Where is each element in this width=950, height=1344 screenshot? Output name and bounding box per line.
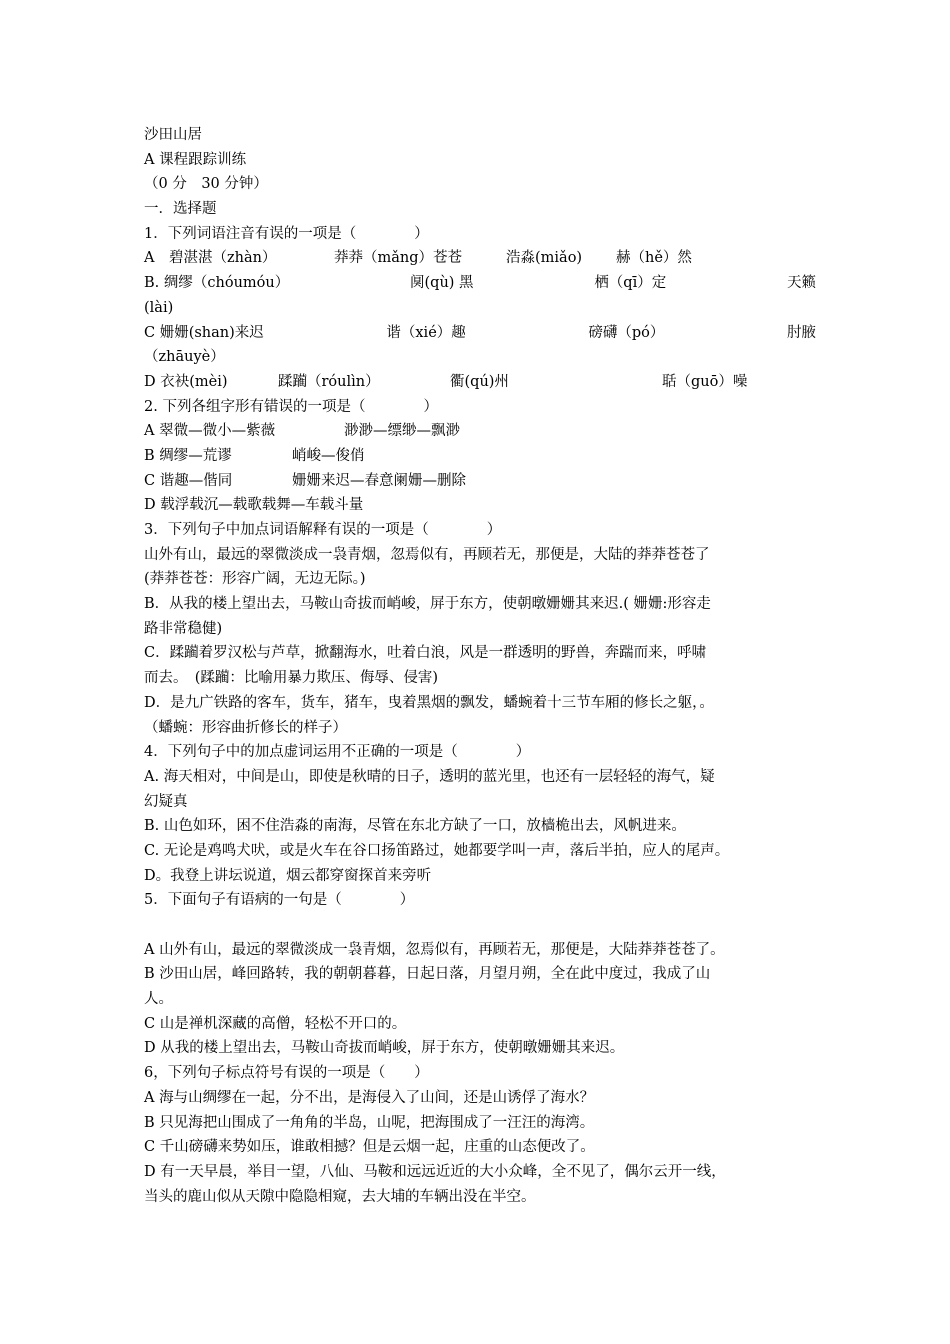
score-line: （0 分 30 分钟） xyxy=(144,176,268,193)
q3-option-b-line2: 路非常稳健) xyxy=(144,620,223,637)
q6-stem: 6，下列句子标点符号有误的一项是（ ） xyxy=(144,1065,429,1082)
q5-option-d: D 从我的楼上望出去，马鞍山奇拔而峭峻，屏于东方，使朝暾姗姗其来迟。 xyxy=(144,1040,625,1057)
doc-subtitle: A 课程跟踪训练 xyxy=(144,151,247,168)
q1-option-c: C 姗姗(shan)来迟 谐（xié）趣 磅礴（pó） 肘腋 xyxy=(144,324,816,341)
q5-stem: 5．下面句子有语病的一句是（ ） xyxy=(144,892,415,909)
q3-option-a-line2: (莽莽苍苍：形容广阔，无边无际。) xyxy=(144,571,366,588)
q5-option-b-line2: 人。 xyxy=(144,991,173,1008)
q4-option-c: C. 无论是鸡鸣犬吠，或是火车在谷口扬笛路过，她都要学叫一声，落后半拍，应人的尾声。 xyxy=(144,842,730,859)
q4-option-a-line1: A. 海天相对，中间是山，即使是秋晴的日子，透明的蓝光里，也还有一层轻轻的海气，疑 xyxy=(144,768,715,785)
doc-title: 沙田山居 xyxy=(144,127,202,143)
q4-option-b: B. 山色如环，困不住浩淼的南海，尽管在东北方缺了一口，放樯桅出去，风帆进来。 xyxy=(144,818,686,835)
q6-option-d-line2: 当头的鹿山似从天隙中隐隐相窥，去大埔的车辆出没在半空。 xyxy=(144,1188,536,1205)
q6-option-b: B 只见海把山围成了一角角的半岛，山呢，把海围成了一汪汪的海湾。 xyxy=(144,1114,595,1131)
q4-option-d: D。我登上讲坛说道，烟云都穿窗探首来旁听 xyxy=(144,867,432,884)
q6-option-c: C 千山磅礴来势如压，谁敢相撼？但是云烟一起，庄重的山态便改了。 xyxy=(144,1139,595,1156)
q1-stem: 1．下列词语注音有误的一项是（ ） xyxy=(144,225,429,242)
q5-option-b-line1: B 沙田山居，峰回路转，我的朝朝暮暮，日起日落，月望月朔，全在此中度过，我成了山 xyxy=(144,966,711,983)
q5-option-a: A 山外有山，最远的翠微淡成一袅青烟，忽焉似有，再顾若无，那便是，大陆莽莽苍苍了。 xyxy=(144,941,725,958)
q1-option-d: D 衣袂(mèi) 蹂躏（róulìn） 衢(qú)州 聒（guō）噪 xyxy=(144,373,748,390)
q2-option-c: C 谐趣—偕同 姗姗来迟—春意阑姗—删除 xyxy=(144,472,466,489)
q3-option-b-line1: B．从我的楼上望出去，马鞍山奇拔而峭峻，屏于东方，使朝暾姗姗其来迟.( 姗姗:形容走 xyxy=(144,596,711,613)
q1-option-a: A 碧湛湛（zhàn） 莽莽（mǎng）苍苍 浩淼(miǎo) 赫（hě）然 xyxy=(144,250,692,267)
q1-option-c-cont: （zhāuyè） xyxy=(144,349,225,366)
q1-option-b-cont: (lài) xyxy=(144,299,174,316)
q6-option-d-line1: D 有一天早晨，举目一望，八仙、马鞍和远远近近的大小众峰，全不见了，偶尔云开一线， xyxy=(144,1163,726,1180)
q5-option-c: C 山是禅机深藏的高僧，轻松不开口的。 xyxy=(144,1015,407,1032)
q3-option-c-line2: 而去。 (蹂躏：比喻用暴力欺压、侮辱、侵害) xyxy=(144,670,439,687)
q2-option-b: B 绸缪—荒谬 峭峻—俊俏 xyxy=(144,447,365,464)
q2-stem: 2. 下列各组字形有错误的一项是（ ） xyxy=(144,398,438,415)
q3-stem: 3．下列句子中加点词语解释有误的一项是（ ） xyxy=(144,522,502,538)
q2-option-d: D 载浮载沉—载歌载舞—车载斗量 xyxy=(144,497,364,514)
q1-option-b: B. 绸缪（chóumóu） 阒(qù) 黑 栖（qī）定 天籁 xyxy=(144,275,816,292)
section-heading: 一．选择题 xyxy=(144,201,217,218)
q3-option-d-line2: （蟠蜿：形容曲折修长的样子） xyxy=(144,719,347,736)
q3-option-d-line1: D．是九广铁路的客车，货车，猪车，曳着黑烟的飘发，蟠蜿着十三节车厢的修长之躯，。 xyxy=(144,694,714,711)
q4-option-a-line2: 幻疑真 xyxy=(144,793,188,810)
q2-option-a: A 翠微—微小—紫薇 渺渺—缥缈—飘渺 xyxy=(144,423,460,440)
blank-line xyxy=(144,913,816,938)
q4-stem: 4．下列句子中的加点虚词运用不正确的一项是（ ） xyxy=(144,744,531,761)
q3-option-a-line1: 山外有山，最远的翠微淡成一袅青烟，忽焉似有，再顾若无，那便是，大陆的莽莽苍苍了 xyxy=(144,546,710,563)
q3-option-c-line1: C．蹂躏着罗汉松与芦草，掀翻海水，吐着白浪，风是一群透明的野兽，奔踹而来，呼啸 xyxy=(144,645,707,662)
document-body xyxy=(144,123,816,1209)
q6-option-a: A 海与山绸缪在一起，分不出，是海侵入了山间，还是山诱俘了海水？ xyxy=(144,1089,595,1106)
